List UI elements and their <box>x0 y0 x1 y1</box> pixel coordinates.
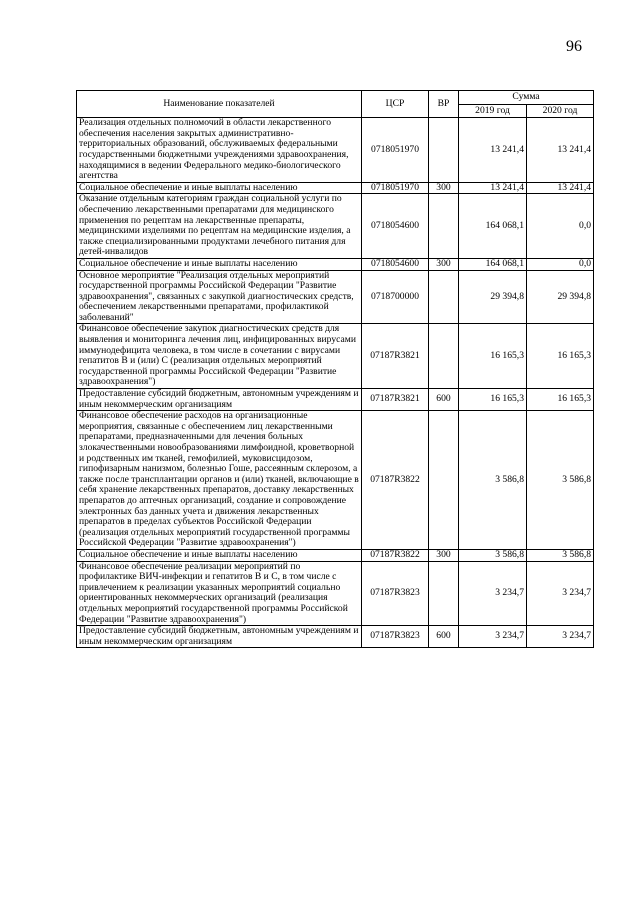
table-row <box>77 324 594 389</box>
row-sum-2019: 3 586,8 <box>459 411 527 550</box>
row-vr <box>429 118 459 183</box>
row-name: Финансовое обеспечение реализации мероприятий по профилактике ВИЧ-инфекции и гепатитов B и C, в том числе с привлечением к реализации указанных мероприятий социально ориентированных некоммерческих организаций (реализация отдельных мероприятий государственной программы Российской Федерации "Развитие здравоохранения") <box>77 561 362 626</box>
row-sum-2019: 3 234,7 <box>459 626 527 648</box>
row-code: 07187R3823 <box>362 561 429 626</box>
row-code: 0718700000 <box>362 270 429 324</box>
row-name: Социальное обеспечение и иные выплаты населению <box>77 182 362 194</box>
row-vr <box>429 194 459 259</box>
row-vr <box>429 561 459 626</box>
row-sum-2020: 16 165,3 <box>527 389 594 411</box>
page-number: 96 <box>566 38 582 55</box>
row-sum-2019: 13 241,4 <box>459 182 527 194</box>
row-sum-2019: 164 068,1 <box>459 258 527 270</box>
table-row <box>77 182 594 194</box>
row-name: Предоставление субсидий бюджетным, автономным учреждениям и иным некоммерческим организациям <box>77 389 362 411</box>
header-code: ЦСР <box>362 91 429 118</box>
row-sum-2020: 16 165,3 <box>527 324 594 389</box>
table-row <box>77 194 594 259</box>
header-vr: ВР <box>429 91 459 118</box>
row-code: 07187R3823 <box>362 626 429 648</box>
row-name: Предоставление субсидий бюджетным, автономным учреждениям и иным некоммерческим организациям <box>77 626 362 648</box>
row-vr <box>429 411 459 550</box>
row-code: 07187R3821 <box>362 389 429 411</box>
row-sum-2019: 16 165,3 <box>459 389 527 411</box>
row-vr: 300 <box>429 182 459 194</box>
row-vr: 300 <box>429 549 459 561</box>
row-vr: 300 <box>429 258 459 270</box>
row-code: 07187R3822 <box>362 549 429 561</box>
row-code: 0718051970 <box>362 118 429 183</box>
row-vr <box>429 270 459 324</box>
row-sum-2020: 3 234,7 <box>527 626 594 648</box>
row-sum-2019: 16 165,3 <box>459 324 527 389</box>
row-sum-2019: 3 234,7 <box>459 561 527 626</box>
table-row <box>77 389 594 411</box>
row-sum-2019: 13 241,4 <box>459 118 527 183</box>
row-vr: 600 <box>429 626 459 648</box>
row-sum-2019: 3 586,8 <box>459 549 527 561</box>
row-code: 07187R3822 <box>362 411 429 550</box>
row-sum-2020: 3 234,7 <box>527 561 594 626</box>
row-vr <box>429 324 459 389</box>
header-sum: Сумма <box>459 91 594 105</box>
row-code: 0718054600 <box>362 194 429 259</box>
row-name: Социальное обеспечение и иные выплаты населению <box>77 258 362 270</box>
row-sum-2019: 29 394,8 <box>459 270 527 324</box>
header-year-2019: 2019 год <box>459 104 527 118</box>
table-row <box>77 118 594 183</box>
table-row <box>77 549 594 561</box>
header-year-2020: 2020 год <box>527 104 594 118</box>
row-name: Финансовое обеспечение закупок диагностических средств для выявления и мониторинга лечения лиц, инфицированных вирусами иммунодефицита человека, в том числе в сочетании с вирусами гепатитов B и (или) C (реализация отдельных мероприятий государственной программы Российской Федерации "Развитие здравоохранения") <box>77 324 362 389</box>
row-sum-2020: 3 586,8 <box>527 549 594 561</box>
row-name: Оказание отдельным категориям граждан социальной услуги по обеспечению лекарственными препаратами для медицинского применения по рецептам на лекарственные препараты, медицинскими изделиями по рецептам на медицинские изделия, а также специализированными продуктами лечебного питания для детей-инвалидов <box>77 194 362 259</box>
row-code: 0718051970 <box>362 182 429 194</box>
table-row <box>77 561 594 626</box>
row-sum-2020: 13 241,4 <box>527 118 594 183</box>
budget-table <box>76 90 594 648</box>
row-name: Основное мероприятие "Реализация отдельных мероприятий государственной программы Российской Федерации "Развитие здравоохранения", связанных с закупкой диагностических средств, обеспечением лекарственными препаратами, профилактикой заболеваний" <box>77 270 362 324</box>
row-name: Реализация отдельных полномочий в области лекарственного обеспечения населения закрытых административно-территориальных образований, обслуживаемых федеральными государственными бюджетными учреждениями здравоохранения, находящимися в ведении Федерального медико-биологического агентства <box>77 118 362 183</box>
row-code: 07187R3821 <box>362 324 429 389</box>
row-name: Социальное обеспечение и иные выплаты населению <box>77 549 362 561</box>
row-vr: 600 <box>429 389 459 411</box>
row-sum-2019: 164 068,1 <box>459 194 527 259</box>
row-sum-2020: 13 241,4 <box>527 182 594 194</box>
table-row <box>77 270 594 324</box>
row-name: Финансовое обеспечение расходов на организационные мероприятия, связанные с обеспечением лиц лекарственными препаратами, предназначенными для лечения больных злокачественными новообразованиями лимфоидной, кроветворной и родственных им тканей, гемофилией, муковисцидозом, гипофизарным нанизмом, болезнью Гоше, рассеянным склерозом, а также после трансплантации органов и (или) тканей, включающие в себя хранение лекарственных препаратов, доставку лекарственных препаратов до аптечных организаций, создание и сопровождение электронных баз данных учета и движения лекарственных препаратов в пределах субъектов Российской Федерации (реализация отдельных мероприятий государственной программы Российской Федерации "Развитие здравоохранения") <box>77 411 362 550</box>
row-sum-2020: 0,0 <box>527 194 594 259</box>
row-sum-2020: 0,0 <box>527 258 594 270</box>
table-row <box>77 411 594 550</box>
row-sum-2020: 3 586,8 <box>527 411 594 550</box>
table-row <box>77 626 594 648</box>
header-name: Наименование показателей <box>77 91 362 118</box>
row-code: 0718054600 <box>362 258 429 270</box>
row-sum-2020: 29 394,8 <box>527 270 594 324</box>
table-row <box>77 258 594 270</box>
